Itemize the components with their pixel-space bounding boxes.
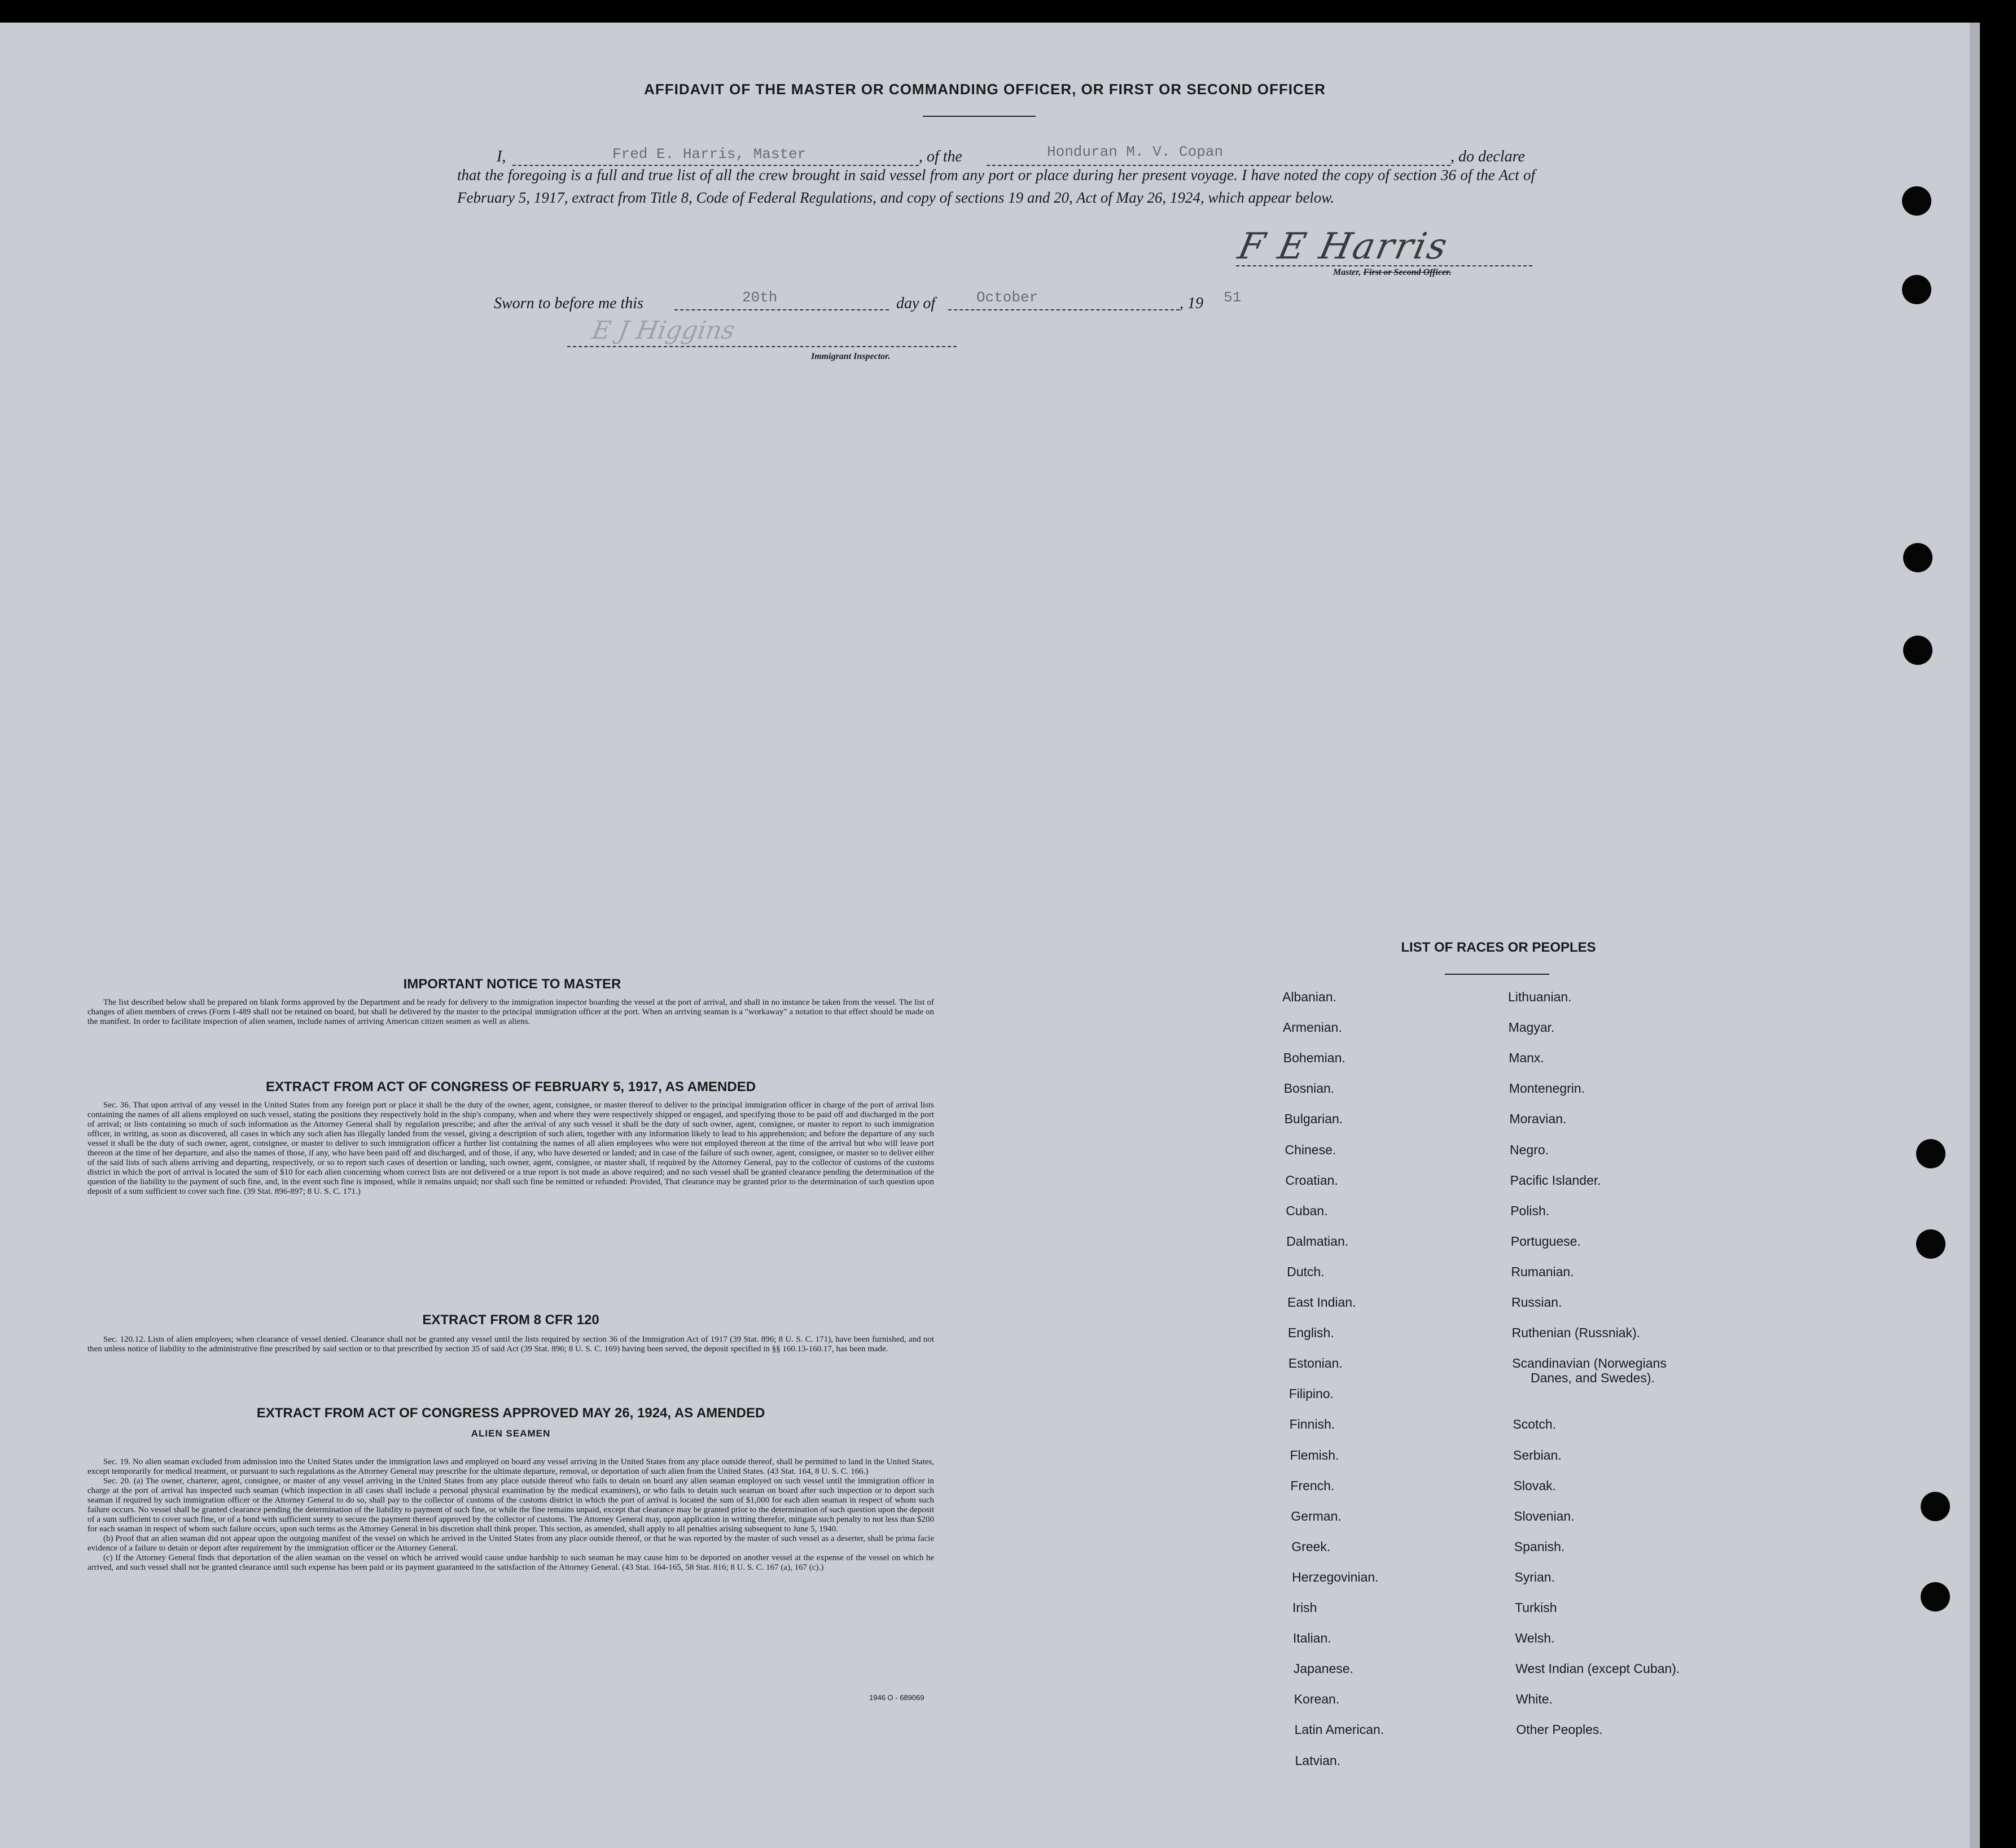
extract-cfr-text	[87, 1335, 934, 1354]
race-item: Montenegrin.	[1509, 1081, 1585, 1096]
race-item: Polish.	[1510, 1203, 1550, 1218]
race-item: Lithuanian.	[1508, 989, 1572, 1004]
punch-hole	[1921, 1582, 1950, 1611]
race-item: Latin American.	[1294, 1722, 1384, 1737]
race-item: Greek.	[1291, 1539, 1331, 1554]
sec-120-12-paragraph: Sec. 120.12. Lists of alien employees; when clearance of vessel denied. Clearance shall not be granted any vessel until the lists required by section 36 of the Immigration Act of 1917 (39 Stat. 896; 8 U. S. C. 171), have been furnished, and not then unless notice of liability to the administrative fine prescribed by said section or to that prescribed by section 35 of said Act (39 Stat. 896; 8 U. S. C. 169) having been served, the deposit specified in §§ 160.13-160.17, has been made.	[87, 1335, 934, 1354]
race-item: Japanese.	[1293, 1661, 1353, 1676]
race-item: Turkish	[1515, 1600, 1557, 1615]
notice-paragraph: The list described below shall be prepared on blank forms approved by the Department and be ready for delivery to the immigration inspector boarding the vessel at the port of arrival, and shall in no instance be taken from the vessel. The list of changes of alien members of crews (Form I-489 shall not be retained on board, but shall be delivered by the master to the principal immigration officer at the port. When an arriving seaman is a "workaway" a notation to that effect should be made on the manifest. In order to facilitate inspection of alien seamen, include names of arriving American citizen seamen as well as aliens.	[87, 998, 934, 1026]
punch-hole	[1921, 1492, 1950, 1521]
race-item: Dalmatian.	[1286, 1233, 1349, 1249]
extract-1924-text	[87, 1457, 934, 1573]
sec-36-paragraph: Sec. 36. That upon arrival of any vessel in the United States from any foreign port or place it shall be the duty of the owner, agent, consignee, or master thereof to deliver to the principal immigration officer in charge of the port of arrival lists containing the names of all aliens employed on such vessel, stating the positions they respectively hold in the ship's company, when and where they were respectively shipped or engaged, and specifying those to be paid off and discharged in the port of arrival; or lists containing so much of such information as the Attorney General shall by regulation prescribe; and after the arrival of any such vessel it shall be the duty of such owner, agent, consignee, or master to report to such immigration officer, in writing, as soon as discovered, all cases in which any such alien has illegally landed from the vessel, giving a description of such alien, together with any information likely to lead to his apprehension; and before the departure of any such vessel it shall be the duty of such owner, agent, consignee, or master to deliver to such immigration officer a further list containing the names of all alien employees who were not employed thereon at the time of the arrival but who will leave port thereon at the time of her departure, and also the names of those, if any, who have been paid off and discharged, and of those, if any, who have deserted or landed; and in case of the failure of such owner, agent, consignee, or master so to deliver either of the said lists of such aliens arriving and departing, respectively, or so to report such cases of desertion or landing, such owner, agent, consignee, or master shall, if required by the Attorney General, pay to the collector of customs of the customs district in which the port of arrival is located the sum of $10 for each alien concerning whom correct lists are not delivered or a true report is not made as above required; and no such vessel shall be granted clearance pending the determination of the question of the liability to the payment of such fine, and, in the event such fine is imposed, while it remains unpaid; nor shall such fine be remitted or refunded: Provided, That clearance may be granted prior to the determination of such question upon deposit of a sum sufficient to cover such fine. (39 Stat. 896-897; 8 U. S. C. 171.)	[87, 1101, 934, 1196]
race-item: Pacific Islander.	[1510, 1172, 1601, 1188]
extract-1917-text	[87, 1101, 934, 1197]
race-item: East Indian.	[1287, 1295, 1356, 1310]
race-item: Latvian.	[1295, 1753, 1341, 1768]
inspector-label: Immigrant Inspector.	[811, 352, 891, 361]
race-item: Cuban.	[1286, 1203, 1328, 1218]
vessel-name: Honduran M. V. Copan	[1047, 143, 1224, 160]
race-item: Italian.	[1292, 1631, 1331, 1646]
race-item: Bohemian.	[1283, 1050, 1346, 1066]
notice-text	[87, 998, 934, 1027]
notice-heading: IMPORTANT NOTICE TO MASTER	[403, 976, 621, 992]
race-item: Manx.	[1509, 1050, 1544, 1066]
race-item: Filipino.	[1289, 1386, 1334, 1402]
signature-title-master: Master,	[1333, 268, 1361, 277]
sec-20a-paragraph: Sec. 20. (a) The owner, charterer, agent, consignee, or master of any vessel arriving in the United States from any place outside thereof who fails to detain on board any alien seaman employed on such vessel until the immigration officer in charge at the port of arrival has inspected such seaman (which inspection in all cases shall include a personal physical examination by the medical examiners), or who fails to detain such seaman on board after such inspection or to deport such seaman if required by such immigration officer or the Attorney General to do so, shall pay to the collector of customs of the customs district in which the port of arrival is located the sum of $1,000 for each alien seaman in respect of whom such failure occurs. No vessel shall be granted clearance pending the determination of the liability to payment of such fine, or while the fine remains unpaid, except that clearance may be granted prior to the determination of such question upon the deposit of a sum sufficient to cover such fine, or of a bond with sufficient surety to secure the payment thereof approved by the collector of customs. The Attorney General may, upon application in writing therefor, mitigate such penalty to not less than $200 for each seaman in respect of whom such failure occurs, upon such terms as the Attorney General in his discretion shall think proper. This section, as amended, shall apply to all penalties arising subsequent to June 5, 1940.	[87, 1477, 934, 1534]
race-item: Moravian.	[1509, 1111, 1567, 1127]
race-item: Armenian.	[1282, 1020, 1342, 1035]
race-item: West Indian (except Cuban).	[1515, 1661, 1680, 1676]
inspector-line	[567, 329, 957, 347]
race-item: Other Peoples.	[1516, 1722, 1603, 1737]
race-item: Negro.	[1510, 1142, 1549, 1157]
race-item: Syrian.	[1514, 1569, 1555, 1584]
affidavit-prefix: I,	[497, 148, 506, 165]
sec-20c-paragraph: (c) If the Attorney General finds that deportation of the alien seaman on the vessel on which he arrived would cause undue hardship to such seaman he may cause him to be deported on another vessel at the expense of the vessel on which he arrived, and such vessel shall not be granted clearance until such expense has been paid or its payment guaranteed to the satisfaction of the Attorney General. (43 Stat. 164-165, 58 Stat. 816; 8 U. S. C. 167 (a), 167 (c).)	[87, 1553, 934, 1572]
title-underline	[923, 116, 1036, 117]
race-item: Scandinavian (Norwegians	[1512, 1356, 1667, 1371]
year-suffix: 51	[1224, 289, 1242, 306]
do-declare-label: , do declare	[1450, 148, 1525, 165]
races-heading-underline	[1445, 974, 1549, 975]
race-item: Russian.	[1511, 1295, 1562, 1310]
race-item: Bosnian.	[1283, 1081, 1335, 1096]
signature-title-struck: First or Second Officer.	[1363, 268, 1452, 277]
punch-hole	[1903, 636, 1932, 665]
races-heading: LIST OF RACES OR PEOPLES	[1401, 940, 1596, 955]
race-item: White.	[1515, 1692, 1553, 1707]
race-item: English.	[1287, 1325, 1334, 1341]
inspector-signature: E J Higgins	[590, 316, 737, 345]
race-item: Albanian.	[1282, 989, 1336, 1004]
race-item: Rumanian.	[1511, 1264, 1574, 1279]
sheet-right-edge	[1970, 23, 1980, 1848]
signature-title	[1333, 268, 1452, 278]
race-item: Estonian.	[1288, 1356, 1343, 1371]
race-item: Danes, and Swedes).	[1531, 1370, 1655, 1386]
race-item: French.	[1290, 1478, 1335, 1493]
signature-line	[1236, 248, 1532, 266]
of-the-label: , of the	[919, 148, 962, 165]
race-item: German.	[1291, 1508, 1342, 1523]
sworn-month: October	[976, 289, 1038, 306]
sworn-prefix: Sworn to before me this	[494, 295, 643, 312]
punch-hole	[1902, 186, 1931, 216]
race-item: Irish	[1292, 1600, 1317, 1615]
print-code: 1946 O - 689069	[869, 1693, 924, 1702]
race-item: Slovak.	[1513, 1478, 1557, 1493]
alien-seamen-subheading: ALIEN SEAMEN	[471, 1428, 551, 1439]
race-item: Flemish.	[1290, 1447, 1339, 1462]
race-item: Portuguese.	[1510, 1233, 1581, 1249]
year-prefix: , 19	[1180, 295, 1203, 312]
race-item: Bulgarian.	[1284, 1111, 1343, 1127]
punch-hole	[1903, 543, 1932, 572]
master-name: Fred E. Harris, Master	[612, 146, 807, 163]
race-item: Serbian.	[1513, 1447, 1562, 1462]
punch-hole	[1902, 275, 1931, 304]
race-item: Dutch.	[1287, 1264, 1325, 1279]
extract-cfr-heading: EXTRACT FROM 8 CFR 120	[422, 1312, 599, 1328]
race-item: Croatian.	[1285, 1172, 1338, 1188]
sworn-day: 20th	[742, 289, 778, 306]
race-item: Slovenian.	[1514, 1508, 1575, 1523]
sec-19-paragraph: Sec. 19. No alien seaman excluded from admission into the United States under the immigration laws and employed on board any vessel arriving in the United States from any place outside thereof, shall be permitted to land in the United States, except temporarily for medical treatment, or pursuant to such regulations as the Attorney General may prescribe for the ultimate departure, removal, or deportation of such alien from the United States. (43 Stat. 164, 8 U. S. C. 166.)	[87, 1457, 934, 1476]
sworn-day-line	[674, 292, 889, 310]
punch-hole	[1916, 1139, 1945, 1168]
affidavit-title: AFFIDAVIT OF THE MASTER OR COMMANDING OFFICER, OR FIRST OR SECOND OFFICER	[644, 81, 1326, 98]
race-item: Korean.	[1294, 1692, 1340, 1707]
race-item: Herzegovinian.	[1292, 1569, 1379, 1584]
day-of-label: day of	[896, 295, 936, 312]
race-item: Welsh.	[1515, 1631, 1555, 1646]
affidavit-body: that the foregoing is a full and true list of all the crew brought in said vessel from any port or place during her present voyage. I have noted the copy of section 36 of the Act of February 5, 1917, extract from Title 8, Code of Federal Regulations, and copy of sections 19 and 20, Act of May 26, 1924, which appear below.	[457, 167, 1535, 206]
punch-hole	[1916, 1229, 1945, 1259]
extract-1917-heading: EXTRACT FROM ACT OF CONGRESS OF FEBRUARY 5, 1917, AS AMENDED	[265, 1079, 756, 1094]
master-signature: F E Harris	[1234, 226, 1453, 268]
race-item: Ruthenian (Russniak).	[1511, 1325, 1641, 1341]
race-item: Finnish.	[1289, 1417, 1335, 1432]
race-item: Spanish.	[1514, 1539, 1565, 1554]
sec-20b-paragraph: (b) Proof that an alien seaman did not appear upon the outgoing manifest of the vessel on which he arrived in the United States from any place outside thereof, or that he was reported by the master of such vessel as a deserter, shall be prima facie evidence of a failure to detain or deport after requirement by the immigration officer or the Attorney General.	[87, 1534, 934, 1553]
race-item: Magyar.	[1508, 1020, 1555, 1035]
extract-1924-heading: EXTRACT FROM ACT OF CONGRESS APPROVED MAY 26, 1924, AS AMENDED	[256, 1405, 765, 1421]
race-item: Scotch.	[1513, 1417, 1557, 1432]
race-item: Chinese.	[1285, 1142, 1336, 1157]
